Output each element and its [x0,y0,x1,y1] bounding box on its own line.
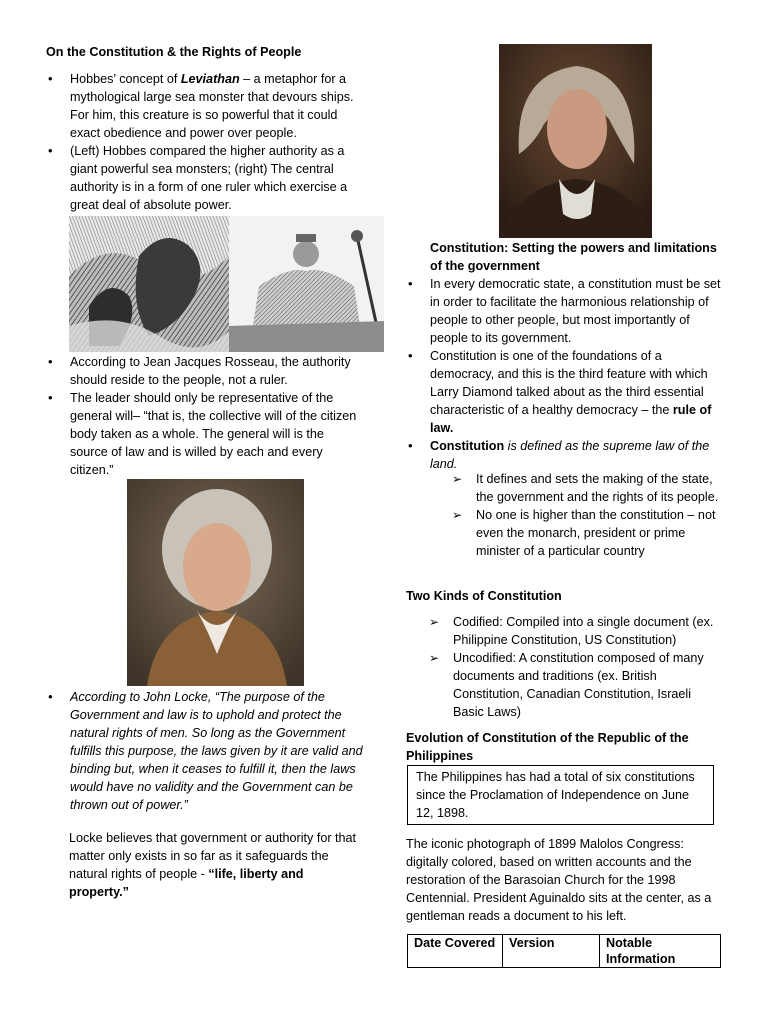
table-header-version: Version [503,935,600,968]
table-header-date: Date Covered [408,935,503,968]
bullet-hobbes-compared: • (Left) Hobbes compared the higher authority as a giant powerful sea monsters; (right) The central authority is in a form of one ruler which exercise a great deal of absolute power. [46,142,364,214]
leviathan-frontispiece-image [229,216,384,352]
bullet-hobbes-leviathan: • Hobbes’ concept of Leviathan – a metaphor for a mythological large sea monster that devours ships. For him, this creature is so powerful that it could exact obedience and power over people. [46,70,364,142]
constitution-sub-points [452,470,724,560]
page-title: On the Constitution & the Rights of People [46,45,302,59]
bullet-supreme-law: • Constitution is defined as the supreme law of the land. [406,437,724,473]
arrow-item-codified: ➢ Codified: Compiled into a single document (ex. Philippine Constitution, US Constitution) [429,613,724,649]
bullet-foundations: • Constitution is one of the foundations of a democracy, and this is the third feature with which Larry Diamond talked about as the third essential characteristic of a healthy democracy – the rule of law. [406,347,724,437]
left-bullets-top [46,70,364,214]
bullet-rosseau: • According to Jean Jacques Rosseau, the authority should reside to the people, not a ruler. [46,353,364,389]
bullet-john-locke: • According to John Locke, “The purpose of the Government and law is to uphold and protect the natural rights of men. So long as the Government fulfills this purpose, the laws given by it are valid and binding but, when it ceases to fulfill it, then the laws would have no validity and the Government can be thrown out of power.” [46,688,364,814]
malolos-paragraph: The iconic photograph of 1899 Malolos Congress: digitally colored, based on written accounts and the restoration of the Barasoian Church for the 1998 Centennial. President Aguinaldo sits at the center, as a gentleman reads a document to his left. [406,837,712,923]
arrow-item-defines: ➢ It defines and sets the making of the state, the government and the rights of its people. [452,470,724,506]
left-bullets-middle [46,353,364,479]
constitution-table [407,934,721,968]
constitution-heading: Constitution: Setting the powers and limitations of the government [430,241,717,273]
table-header-notable: Notable Information [600,935,721,968]
left-bullets-bottom [46,688,364,814]
bullet-general-will: • The leader should only be representative of the general will– “that is, the collective will of the citizen body taken as a whole. The general will is the source of law and is willed by each and every citizen.” [46,389,364,479]
two-kinds-list [429,613,724,721]
bullet-democratic-state: • In every democratic state, a constitution must be set in order to facilitate the harmonious relationship of people to other people, but most importantly of people to its government. [406,275,724,347]
six-constitutions-box: The Philippines has had a total of six constitutions since the Proclamation of Independence on June 12, 1898. [407,765,714,825]
locke-paragraph: Locke believes that government or authority for that matter only exists in so far as it safeguards the natural rights of people - “life, liberty and property.” [69,831,357,899]
leviathan-sea-monster-image [69,216,229,352]
arrow-item-no-one-higher: ➢ No one is higher than the constitution – not even the monarch, president or prime minister of a particular country [452,506,724,560]
table-header-row [408,935,721,968]
john-locke-portrait-image [499,44,652,238]
two-kinds-heading: Two Kinds of Constitution [406,589,562,603]
arrow-item-uncodified: ➢ Uncodified: A constitution composed of many documents and traditions (ex. British Constitution, Canadian Constitution, Israeli Basic Laws) [429,649,724,721]
right-bullets [406,275,724,473]
evolution-heading: Evolution of Constitution of the Republic of the Philippines [406,731,689,763]
rousseau-portrait-image [127,479,304,686]
